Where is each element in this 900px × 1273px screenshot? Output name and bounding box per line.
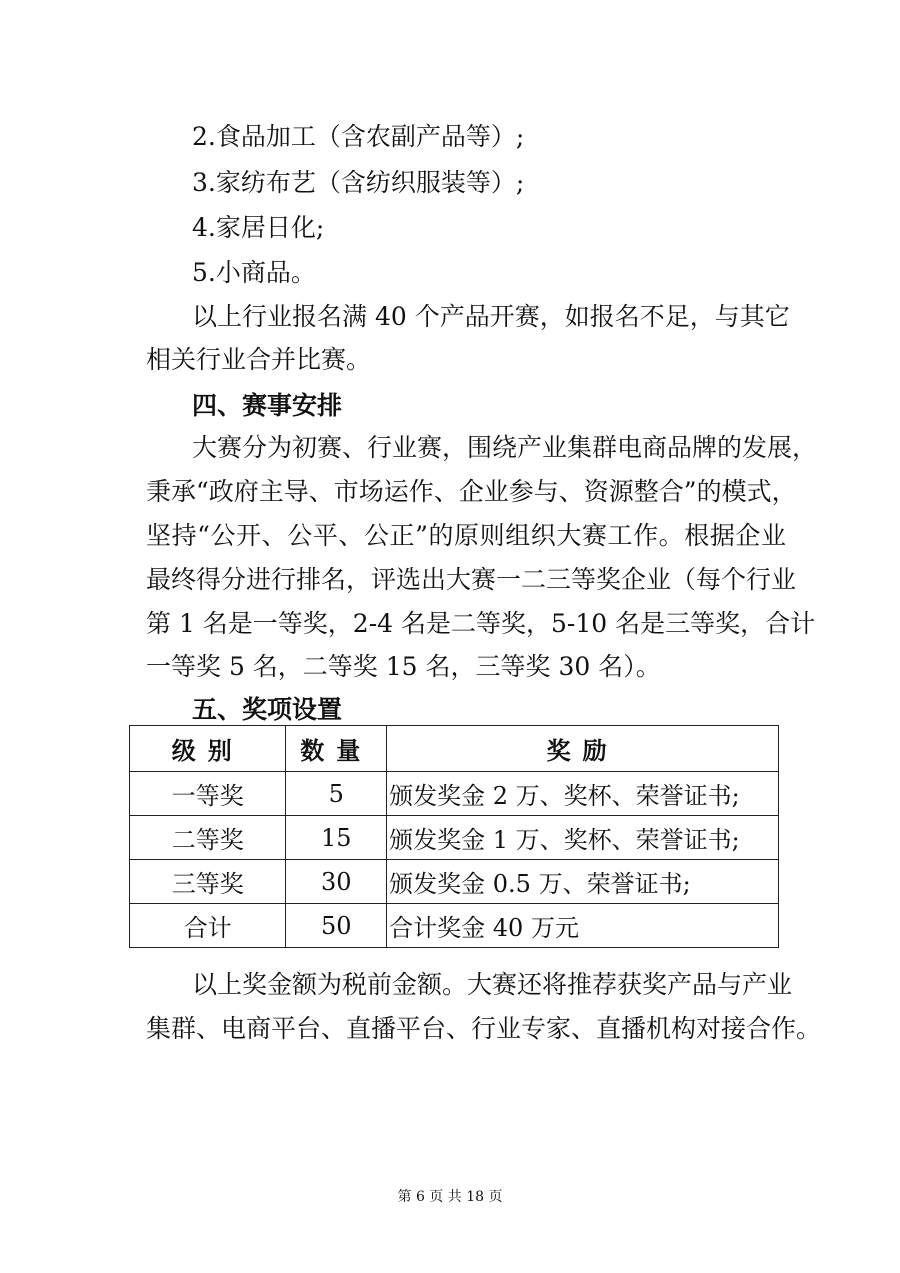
- column-header-count: 数量: [286, 726, 387, 772]
- paragraph-line: 以上行业报名满 40 个产品开赛，如报名不足，与其它: [192, 302, 790, 331]
- table-row: [130, 860, 779, 904]
- page-number-footer: 第 6 页 共 18 页: [397, 1189, 503, 1205]
- cell-count: 30: [286, 860, 387, 904]
- awards-table: [129, 725, 779, 948]
- list-item: 4.家居日化;: [192, 213, 325, 242]
- list-item: 3.家纺布艺（含纺织服装等）;: [192, 168, 525, 197]
- paragraph-line: 以上奖金额为税前金额。大赛还将推荐获奖产品与产业: [192, 970, 793, 999]
- paragraph-line: 相关行业合并比赛。: [146, 345, 372, 374]
- table-row: [130, 772, 779, 816]
- cell-count: 5: [286, 772, 387, 816]
- cell-level: 合计: [130, 904, 286, 948]
- table-row: [130, 816, 779, 860]
- cell-count: 50: [286, 904, 387, 948]
- cell-reward: 颁发奖金 0.5 万、荣誉证书;: [387, 860, 779, 904]
- paragraph-line: 坚持“公开、公平、公正”的原则组织大赛工作。根据企业: [146, 521, 786, 550]
- cell-reward: 合计奖金 40 万元: [387, 904, 779, 948]
- column-header-level: 级别: [130, 726, 286, 772]
- paragraph-line: 集群、电商平台、直播平台、行业专家、直播机构对接合作。: [146, 1014, 822, 1043]
- column-header-reward: 奖励: [387, 726, 779, 772]
- table-row: [130, 904, 779, 948]
- cell-reward: 颁发奖金 1 万、奖杯、荣誉证书;: [387, 816, 779, 860]
- paragraph-line: 最终得分进行排名，评选出大赛一二三等奖企业（每个行业: [146, 565, 797, 594]
- paragraph-line: 一等奖 5 名，二等奖 15 名，三等奖 30 名）。: [146, 652, 661, 681]
- cell-level: 一等奖: [130, 772, 286, 816]
- cell-level: 二等奖: [130, 816, 286, 860]
- cell-reward: 颁发奖金 2 万、奖杯、荣誉证书;: [387, 772, 779, 816]
- paragraph-line: 大赛分为初赛、行业赛，围绕产业集群电商品牌的发展，: [192, 433, 818, 462]
- paragraph-line: 第 1 名是一等奖，2-4 名是二等奖，5-10 名是三等奖，合计: [146, 609, 816, 638]
- list-item: 2.食品加工（含农副产品等）;: [192, 122, 525, 151]
- section-heading-schedule: 四、赛事安排: [192, 391, 343, 420]
- cell-level: 三等奖: [130, 860, 286, 904]
- list-item: 5.小商品。: [192, 258, 316, 287]
- paragraph-line: 秉承“政府主导、市场运作、企业参与、资源整合”的模式，: [146, 477, 797, 506]
- section-heading-awards: 五、奖项设置: [192, 695, 343, 724]
- cell-count: 15: [286, 816, 387, 860]
- table-header-row: [130, 726, 779, 772]
